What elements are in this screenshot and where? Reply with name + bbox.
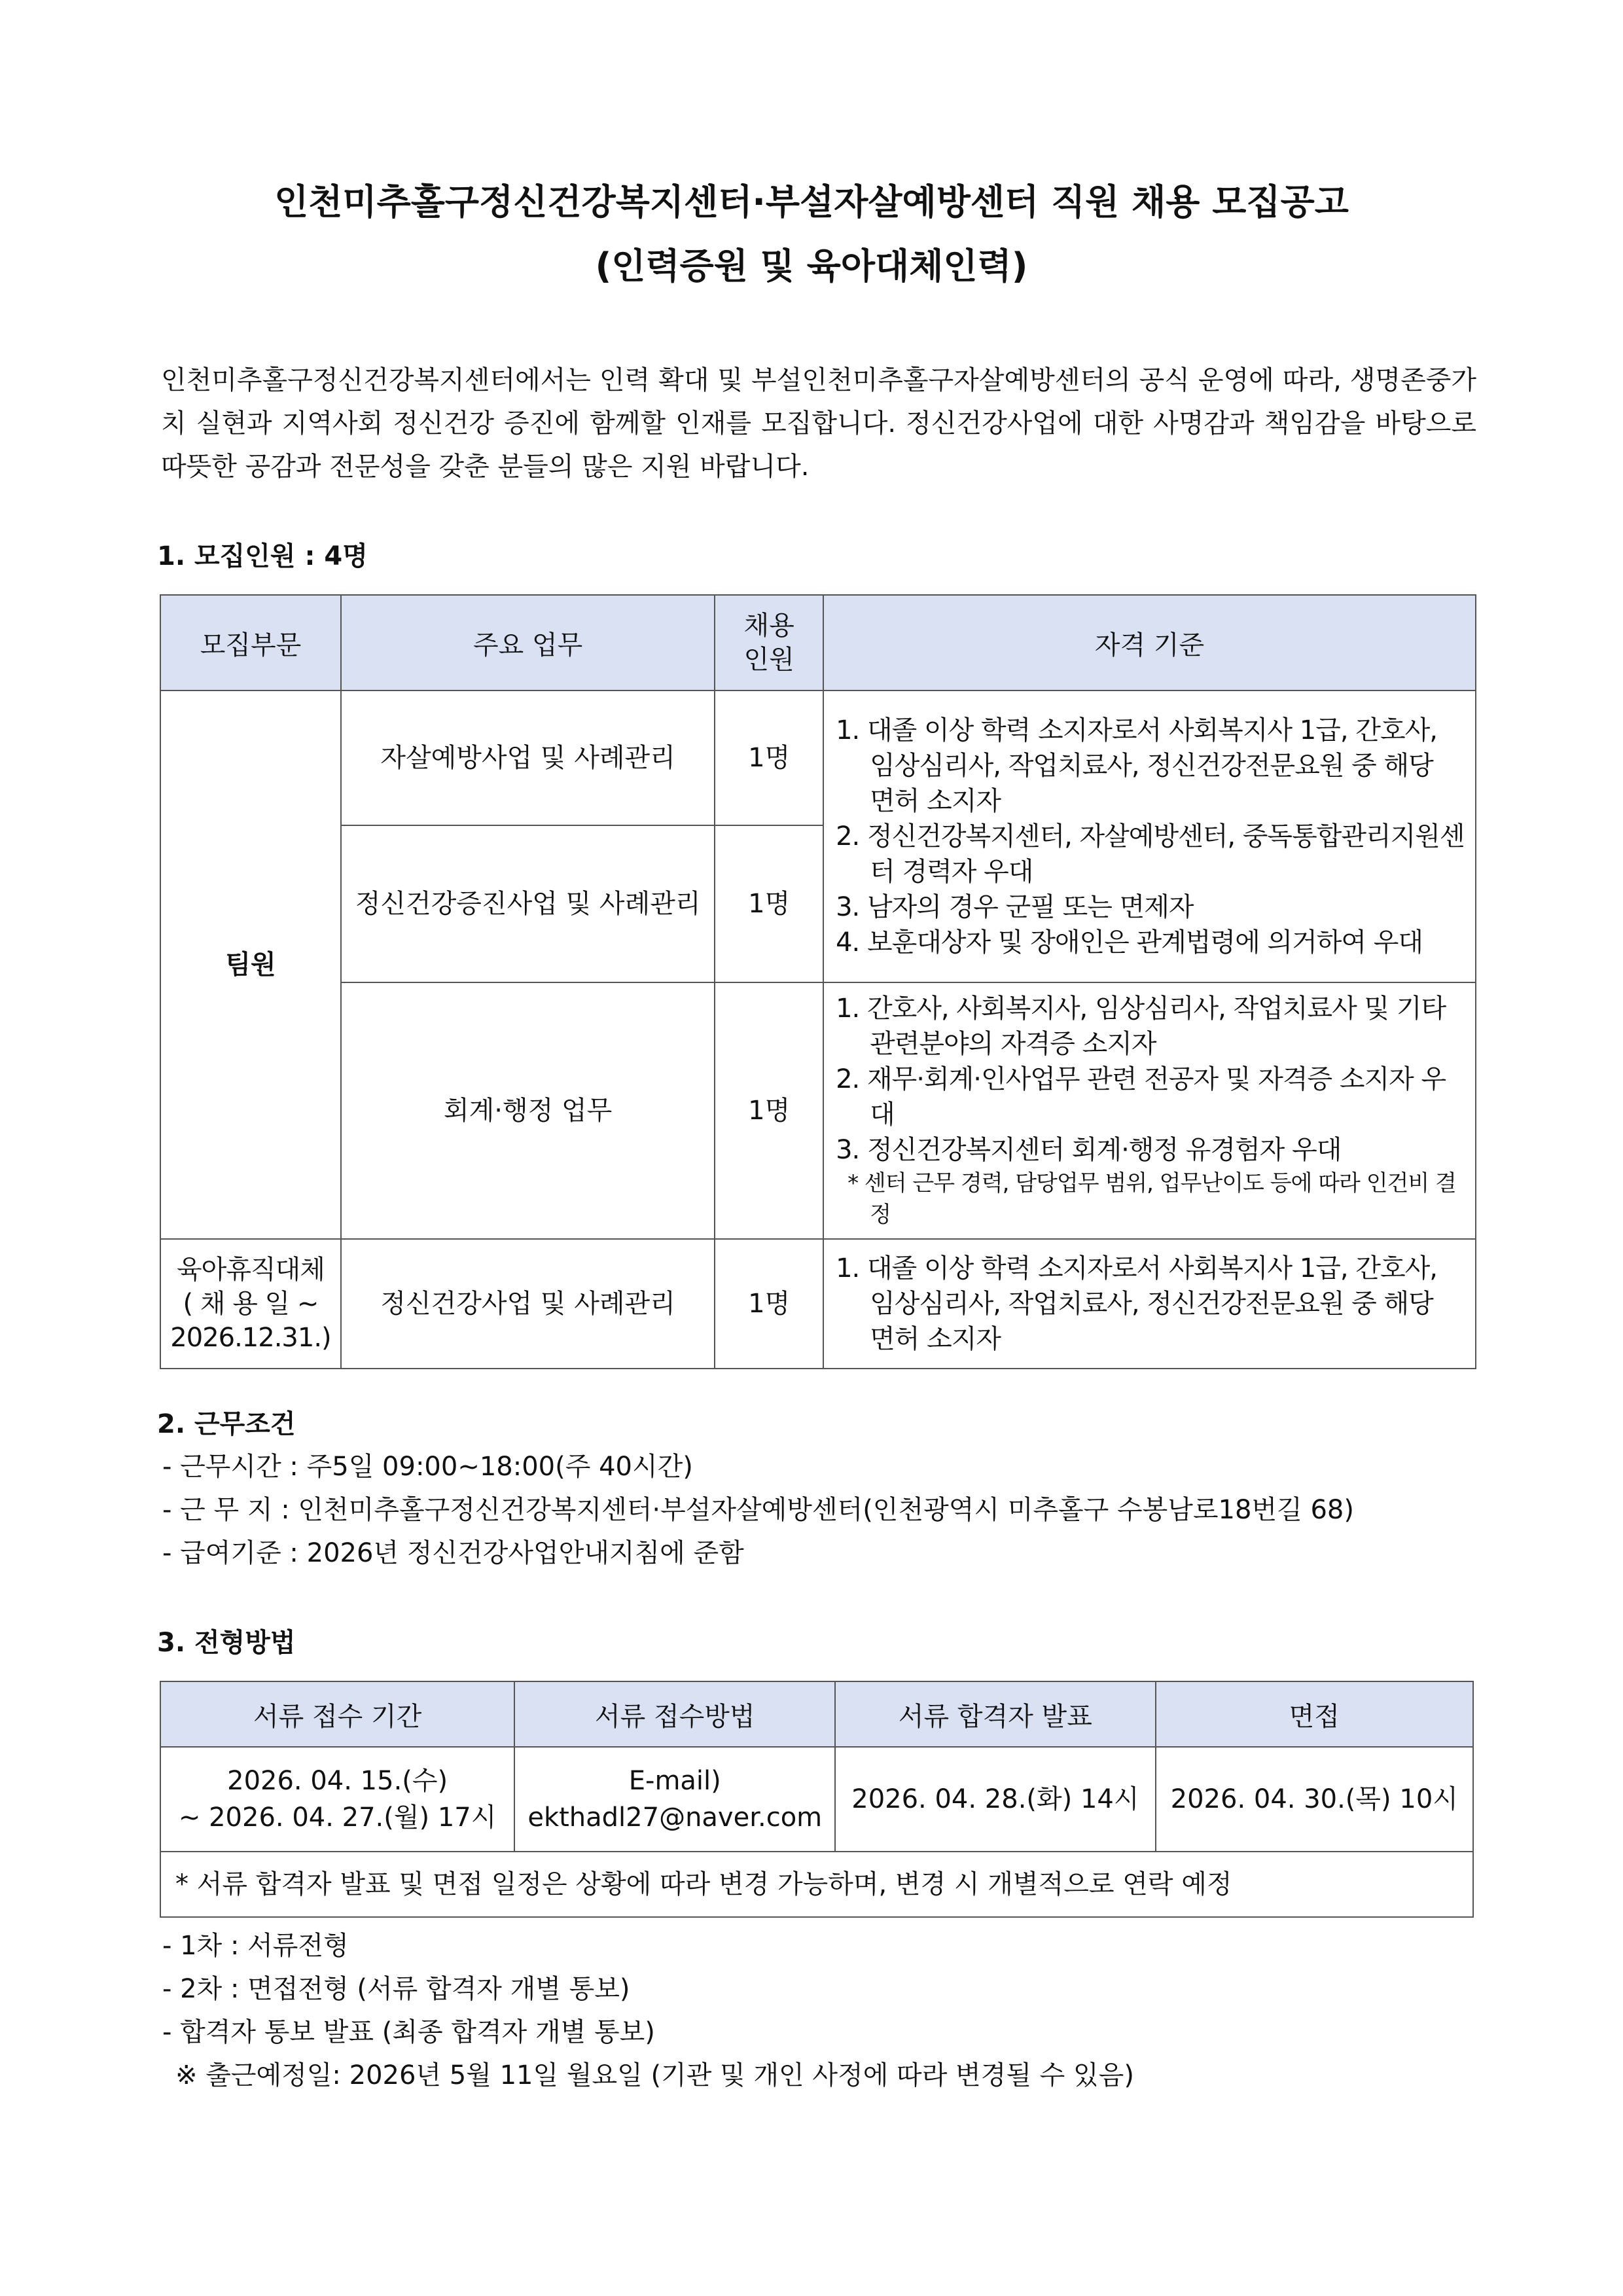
interview-cell: 2026. 04. 30.(목) 10시	[1156, 1747, 1473, 1852]
criteria-item: 4. 보훈대상자 및 장애인은 관계법령에 의거하여 우대	[836, 927, 1423, 958]
criteria-item: 3. 남자의 경우 군필 또는 면제자	[836, 892, 1194, 922]
header-dept: 모집부문	[160, 595, 341, 691]
announce-cell: 2026. 04. 28.(화) 14시	[835, 1747, 1155, 1852]
criteria-item: 1. 대졸 이상 학력 소지자로서 사회복지사 1급, 간호사, 임상심리사, 작업치료사, 정신건강전문요원 중 해당 면허 소지자	[836, 1253, 1437, 1354]
table-row	[160, 1239, 1476, 1369]
schedule-table	[160, 1681, 1474, 1918]
count-cell: 1명	[715, 691, 823, 825]
criteria-item: 2. 재무·회계·인사업무 관련 전공자 및 자격증 소지자 우대	[836, 1064, 1446, 1130]
intro-paragraph: 인천미추홀구정신건강복지센터에서는 인력 확대 및 부설인천미추홀구자살예방센터의 공식 운영에 따라, 생명존중가치 실현과 지역사회 정신건강 증진에 함께할 인재를 모집합니다. 정신건강사업에 대한 사명감과 책임감을 바탕으로 따뜻한 공감과 전문성을 갖춘 분들의 많은 지원 바랍니다.	[161, 365, 1476, 482]
schedule-note-row	[160, 1852, 1473, 1917]
period-start: 2026. 04. 15.(수)	[227, 1766, 448, 1796]
header-qualification: 자격 기준	[823, 595, 1476, 691]
table-header-row	[160, 595, 1476, 691]
section-1-heading: 1. 모집인원 : 4명	[157, 541, 368, 571]
header-period: 서류 접수 기간	[160, 1681, 514, 1747]
step-1-line: - 1차 : 서류전형	[162, 1931, 349, 1961]
method-type: E-mail)	[628, 1766, 721, 1796]
table-row	[160, 982, 1476, 1239]
header-count-line1: 채용	[743, 611, 794, 641]
schedule-header-row	[160, 1681, 1473, 1747]
section-3-heading: 3. 전형방법	[157, 1628, 296, 1658]
document-title: 인천미추홀구정신건강복지센터·부설자살예방센터 직원 채용 모집공고	[274, 181, 1349, 223]
header-announce: 서류 합격자 발표	[835, 1681, 1155, 1747]
result-line: - 합격자 통보 발표 (최종 합격자 개별 통보)	[162, 2017, 655, 2047]
method-cell	[514, 1747, 835, 1852]
criteria-note: * 센터 근무 경력, 담당업무 범위, 업무난이도 등에 따라 인건비 결정	[847, 1170, 1456, 1228]
document-subtitle: (인력증원 및 육아대체인력)	[595, 245, 1028, 287]
count-cell: 1명	[715, 1239, 823, 1369]
salary-line: - 급여기준 : 2026년 정신건강사업안내지침에 준함	[162, 1538, 744, 1568]
criteria-item: 1. 대졸 이상 학력 소지자로서 사회복지사 1급, 간호사, 임상심리사, 작업치료사, 정신건강전문요원 중 해당 면허 소지자	[836, 715, 1437, 816]
parental-leave-line3: 2026.12.31.)	[170, 1323, 331, 1353]
team-member-cell: 팀원	[160, 691, 341, 1239]
header-count-line2: 인원	[743, 645, 794, 675]
header-duty: 주요 업무	[341, 595, 715, 691]
criteria-item: 2. 정신건강복지센터, 자살예방센터, 중독통합관리지원센터 경력자 우대	[836, 821, 1465, 887]
schedule-row	[160, 1747, 1473, 1852]
duty-cell: 회계·행정 업무	[341, 982, 715, 1239]
period-cell	[160, 1747, 514, 1852]
period-end: ~ 2026. 04. 27.(월) 17시	[178, 1803, 497, 1833]
table-row	[160, 691, 1476, 825]
selection-steps	[162, 1924, 1134, 2097]
duty-cell: 자살예방사업 및 사례관리	[341, 691, 715, 825]
work-location-line: - 근 무 지 : 인천미추홀구정신건강복지센터·부설자살예방센터(인천광역시 미추홀구 수봉남로18번길 68)	[162, 1495, 1354, 1525]
work-conditions	[162, 1445, 1354, 1575]
count-cell: 1명	[715, 825, 823, 982]
qualification-cell	[823, 691, 1476, 982]
duty-cell: 정신건강사업 및 사례관리	[341, 1239, 715, 1369]
qualification-cell	[823, 982, 1476, 1239]
work-hours-line: - 근무시간 : 주5일 09:00~18:00(주 40시간)	[162, 1452, 693, 1482]
count-cell: 1명	[715, 982, 823, 1239]
recruitment-table	[160, 594, 1476, 1369]
criteria-item: 3. 정신건강복지센터 회계·행정 유경험자 우대	[836, 1135, 1342, 1165]
parental-leave-line2: ( 채 용 일 ~	[183, 1289, 319, 1319]
header-method: 서류 접수방법	[514, 1681, 835, 1747]
section-2-heading: 2. 근무조건	[157, 1409, 296, 1439]
parental-leave-line1: 육아휴직대체	[177, 1255, 325, 1285]
step-2-line: - 2차 : 면접전형 (서류 합격자 개별 통보)	[162, 1974, 630, 2004]
qualification-cell	[823, 1239, 1476, 1369]
method-email: ekthadl27@naver.com	[527, 1803, 823, 1833]
criteria-item: 1. 간호사, 사회복지사, 임상심리사, 작업치료사 및 기타 관련분야의 자격증 소지자	[836, 994, 1446, 1059]
start-date-line: ※ 출근예정일: 2026년 5월 11일 월요일 (기관 및 개인 사정에 따라 변경될 수 있음)	[175, 2060, 1134, 2090]
header-interview: 면접	[1156, 1681, 1473, 1747]
parental-leave-cell	[160, 1239, 341, 1369]
duty-cell: 정신건강증진사업 및 사례관리	[341, 825, 715, 982]
schedule-note: * 서류 합격자 발표 및 면접 일정은 상황에 따라 변경 가능하며, 변경 시 개별적으로 연락 예정	[160, 1852, 1473, 1917]
header-count	[715, 595, 823, 691]
